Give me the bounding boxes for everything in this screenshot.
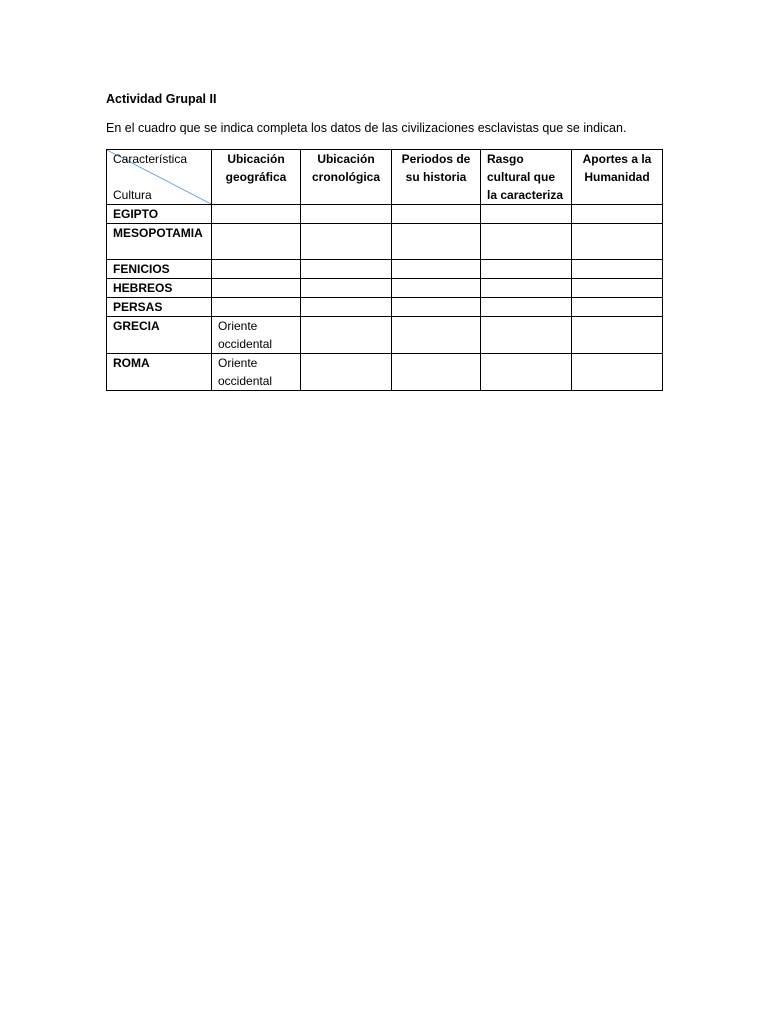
table-row xyxy=(107,279,663,298)
culture-cell: MESOPOTAMIA xyxy=(107,224,212,260)
corner-label-culture: Cultura xyxy=(113,188,152,202)
ubicacion-geografica-cell xyxy=(212,224,301,260)
rasgo-cultural-cell xyxy=(481,224,572,260)
table-row xyxy=(107,224,663,260)
periodos-cell xyxy=(392,224,481,260)
header-aportes: Aportes a la Humanidad xyxy=(572,150,663,205)
header-rasgo-cultural: Rasgo cultural que la caracteriza xyxy=(481,150,572,205)
document-intro: En el cuadro que se indica completa los datos de las civilizaciones esclavistas que se indican. xyxy=(106,121,627,135)
periodos-cell xyxy=(392,317,481,354)
aportes-cell xyxy=(572,298,663,317)
aportes-cell xyxy=(572,224,663,260)
periodos-cell xyxy=(392,260,481,279)
aportes-cell xyxy=(572,279,663,298)
ubicacion-cronologica-cell xyxy=(301,224,392,260)
ubicacion-geografica-cell xyxy=(212,260,301,279)
table-header-row xyxy=(107,150,663,205)
culture-cell: GRECIA xyxy=(107,317,212,354)
ubicacion-geografica-cell xyxy=(212,205,301,224)
periodos-cell xyxy=(392,205,481,224)
rasgo-cultural-cell xyxy=(481,354,572,391)
culture-cell: FENICIOS xyxy=(107,260,212,279)
ubicacion-geografica-cell xyxy=(212,298,301,317)
periodos-cell xyxy=(392,298,481,317)
ubicacion-geografica-cell xyxy=(212,279,301,298)
table-row xyxy=(107,205,663,224)
rasgo-cultural-cell xyxy=(481,279,572,298)
ubicacion-cronologica-cell xyxy=(301,205,392,224)
aportes-cell xyxy=(572,354,663,391)
aportes-cell xyxy=(572,205,663,224)
aportes-cell xyxy=(572,260,663,279)
ubicacion-cronologica-cell xyxy=(301,260,392,279)
rasgo-cultural-cell xyxy=(481,317,572,354)
corner-label-characteristic: Característica xyxy=(113,152,188,166)
ubicacion-cronologica-cell xyxy=(301,279,392,298)
civilizations-table xyxy=(106,149,663,391)
culture-cell: ROMA xyxy=(107,354,212,391)
table-row xyxy=(107,298,663,317)
culture-cell: HEBREOS xyxy=(107,279,212,298)
aportes-cell xyxy=(572,317,663,354)
header-ubicacion-geografica: Ubicación geográfica xyxy=(212,150,301,205)
culture-cell: EGIPTO xyxy=(107,205,212,224)
corner-header-cell xyxy=(107,150,212,205)
table-row xyxy=(107,317,663,354)
ubicacion-cronologica-cell xyxy=(301,298,392,317)
table-row xyxy=(107,260,663,279)
culture-cell: PERSAS xyxy=(107,298,212,317)
periodos-cell xyxy=(392,279,481,298)
rasgo-cultural-cell xyxy=(481,298,572,317)
document-title: Actividad Grupal II xyxy=(106,92,217,106)
ubicacion-geografica-cell: Oriente occidental xyxy=(212,354,301,391)
rasgo-cultural-cell xyxy=(481,205,572,224)
ubicacion-cronologica-cell xyxy=(301,317,392,354)
header-ubicacion-cronologica: Ubicación cronológica xyxy=(301,150,392,205)
ubicacion-geografica-cell: Oriente occidental xyxy=(212,317,301,354)
header-periodos: Periodos de su historia xyxy=(392,150,481,205)
ubicacion-cronologica-cell xyxy=(301,354,392,391)
periodos-cell xyxy=(392,354,481,391)
rasgo-cultural-cell xyxy=(481,260,572,279)
table-row xyxy=(107,354,663,391)
